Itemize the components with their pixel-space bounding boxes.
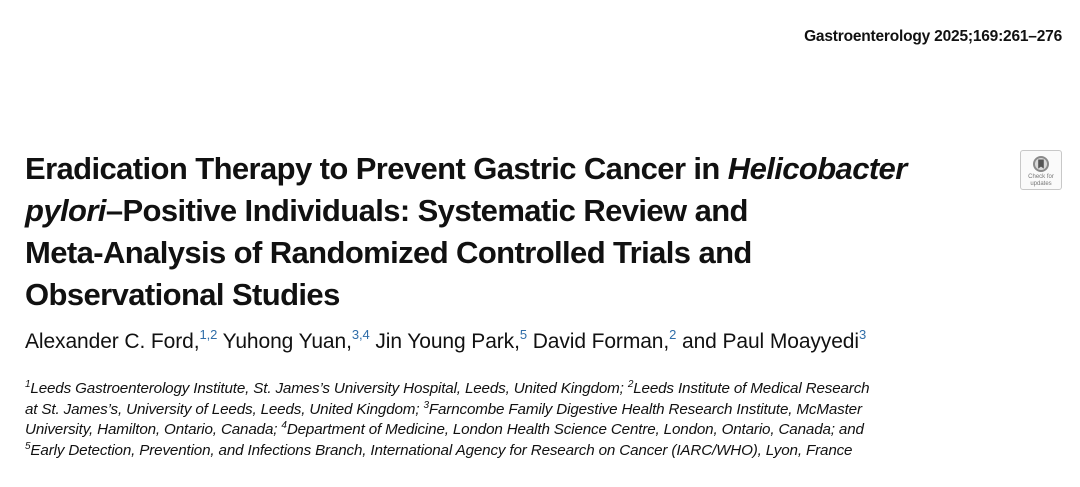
author-name: and Paul Moayyedi [682,330,859,353]
journal-citation: Gastroenterology 2025;169:261–276 [804,28,1062,45]
affiliation-line [25,420,1065,441]
title-text: Eradication Therapy to Prevent Gastric Cancer in [25,151,728,186]
title-line-2 [25,190,1015,232]
author-name: David Forman, [532,330,670,353]
title-line-4: Observational Studies [25,277,340,312]
author-name: Jin Young Park, [375,330,520,353]
author-name: Yuhong Yuan, [222,330,352,353]
badge-label-line2: updates [1030,181,1052,187]
author-affiliation-ref[interactable]: 1,2 [199,327,218,342]
author-name: Alexander C. Ford, [25,330,200,353]
badge-label-line1: Check for [1028,174,1054,180]
title-italic-species: pylori [25,193,106,228]
bookmark-icon [1032,155,1050,173]
affiliation-text: at St. James’s, University of Leeds, Leeds, United Kingdom; [25,400,424,418]
title-italic-genus: Helicobacter [727,151,907,186]
author-affiliation-ref[interactable]: 5 [519,327,527,342]
affiliation-text: Department of Medicine, London Health Science Centre, London, Ontario, Canada; and [286,421,864,438]
author-list [25,327,867,354]
author-affiliation-ref[interactable]: 3 [858,327,867,342]
affiliation-text: Leeds Gastroenterology Institute, St. James’s University Hospital, Leeds, United Kingdom; [30,380,628,397]
affiliations-block [25,379,1065,461]
check-for-updates-badge[interactable] [1020,150,1062,190]
affiliation-text: Farncombe Family Digestive Health Research Institute, McMaster [428,400,862,418]
affiliation-line [25,441,1065,462]
author-affiliation-ref[interactable]: 2 [669,327,677,342]
affiliation-text: University, Hamilton, Ontario, Canada; [25,421,282,438]
title-text: –Positive Individuals: Systematic Review and [105,193,748,228]
affiliation-text: Leeds Institute of Medical Research [633,380,870,397]
affiliation-number: 3 [423,399,429,411]
affiliation-number: 4 [281,420,287,431]
affiliation-text: Early Detection, Prevention, and Infections Branch, International Agency for Research on Cancer (IARC/WHO), Lyon, France [30,441,853,459]
affiliation-line [25,379,1065,400]
title-line-1 [25,148,1015,190]
affiliation-number: 5 [25,440,31,452]
article-title [25,148,1015,316]
affiliation-number: 1 [25,379,31,390]
affiliation-line [25,400,1065,421]
title-line-3: Meta-Analysis of Randomized Controlled Trials and [25,235,752,270]
author-affiliation-ref[interactable]: 3,4 [351,327,370,342]
affiliation-number: 2 [627,379,634,390]
